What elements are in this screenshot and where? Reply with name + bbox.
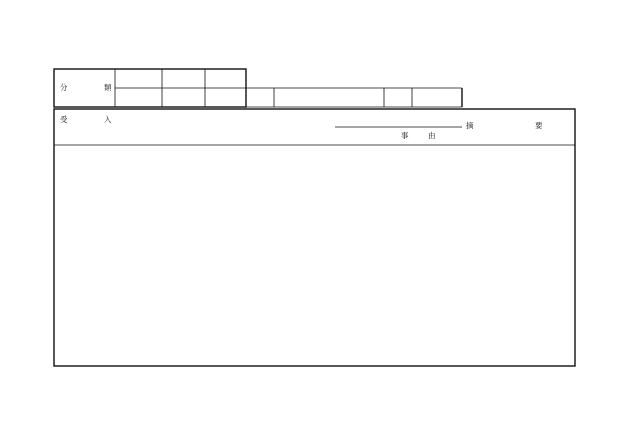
ukeire-label-1: 受 xyxy=(60,115,68,124)
ukeire-label-2: 入 xyxy=(104,115,112,124)
tekiyou-label-1: 摘 xyxy=(466,121,474,130)
bunrui-label-1: 分 xyxy=(60,83,68,92)
bunrui-label-2: 類 xyxy=(104,83,112,92)
jiyuu-label-1: 事 xyxy=(401,131,409,140)
jiyuu-label-2: 由 xyxy=(428,131,436,140)
tekiyou-label-2: 要 xyxy=(535,121,543,130)
main-table-box xyxy=(54,109,575,366)
